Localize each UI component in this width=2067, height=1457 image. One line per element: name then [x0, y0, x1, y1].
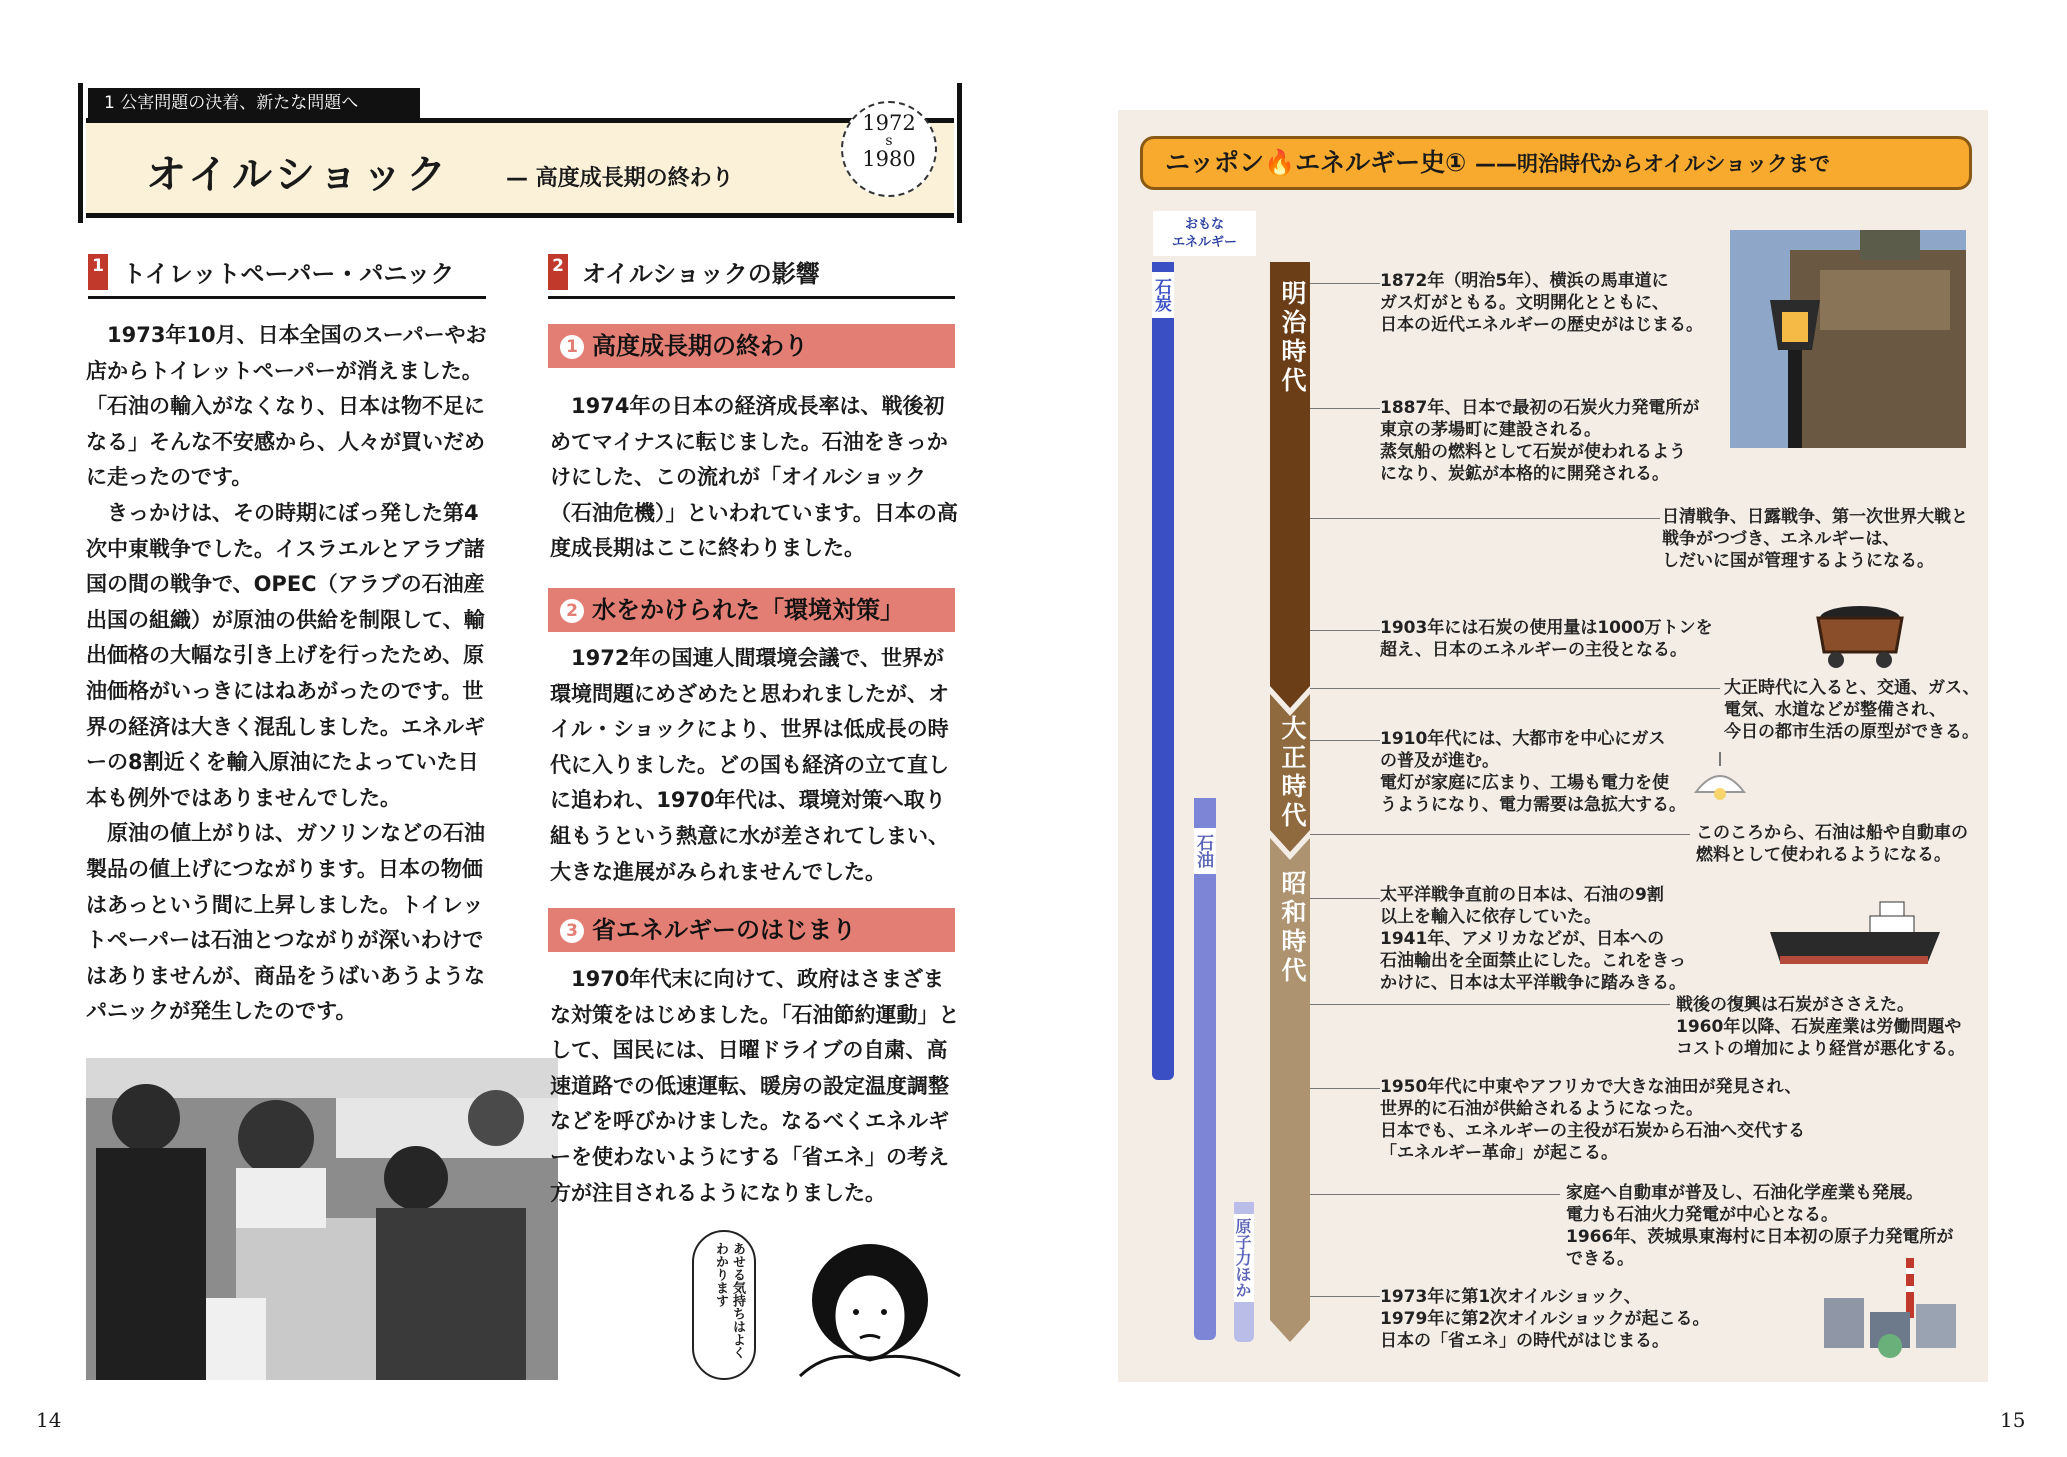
timeline-event: 1910年代には、大都市を中心にガス の普及が進む。 電灯が家庭に広まり、工場も電力を使 うようになり、電力需要は急拡大する。 [1380, 729, 1686, 815]
year-separator: s [885, 133, 893, 149]
sub-heading-text: 省エネルギーのはじまり [592, 916, 856, 944]
col1-paragraph: きっかけは、その時期にぼっ発した第4次中東戦争でした。イスラエルとアラブ諸国の間の戦争で、OPEC（アラブの石油産出国の組織）が原油の供給を制限して、輸出価格の大幅な引き上げを行ったため、原油価格がいっきにはねあがったのです。世界の経済は大きく混乱しました。エネルギーの8割近くを輸入原油にたよっていた日本も例外ではありませんでした。 [86, 500, 485, 810]
timeline-event: 大正時代に入ると、交通、ガス、 電気、水道などが整備され、 今日の都市生活の原型ができる。 [1724, 678, 1980, 742]
event-connector [1310, 688, 1720, 689]
crowd-photo [86, 1058, 558, 1380]
sub-heading-text: 水をかけられた「環境対策」 [592, 596, 904, 624]
sub-body-1: 1974年の日本の経済成長率は、戦後初めてマイナスに転じました。石油をきっかけにした、この流れが「オイルショック（石油危機）」といわれています。日本の高度成長期はここに終わりました。 [550, 394, 958, 561]
event-connector [1310, 630, 1380, 631]
oil-bar [1194, 798, 1216, 1340]
event-connector [1310, 1088, 1380, 1089]
col1-heading-number: 1 [88, 254, 108, 290]
lamp-shade-icon [1690, 752, 1750, 812]
timeline-event: 戦後の復興は石炭がささえた。 1960年以降、石炭産業は労働問題や コストの増加により経営が悪化する。 [1676, 995, 1965, 1059]
era-taisho: 大正時代 [1278, 715, 1307, 831]
col1-body [86, 318, 496, 1030]
timeline-event: 家庭へ自動車が普及し、石油化学産業も発展。 電力も石油火力発電が中心となる。 1966年、茨城県東海村に日本初の原子力発電所が できる。 [1566, 1183, 1954, 1269]
coal-cart-icon [1810, 602, 1910, 672]
sub-heading-1 [548, 324, 955, 368]
coal-bar [1152, 262, 1174, 1080]
section-tab: 1 公害問題の決着、新たな問題へ [88, 88, 420, 118]
sub-heading-text: 高度成長期の終わり [592, 332, 808, 360]
coal-label: 石炭 [1152, 272, 1174, 318]
title-box [86, 111, 954, 218]
sub-heading-2 [548, 588, 955, 632]
sub-body-3: 1970年代末に向けて、政府はさまざまな対策をはじめました。「石油節約運動」として、国民には、日曜ドライブの自粛、高速道路での低速運転、暖房の設定温度調整などを呼びかけました。なるべくエネルギーを使わないようにする「省エネ」の考え方が注目されるようになりました。 [550, 967, 960, 1205]
event-connector [1310, 408, 1380, 409]
event-connector [1310, 740, 1380, 741]
speech-bubble: あせる気持ちはよくわかります [692, 1230, 756, 1380]
history-title-main: ニッポン🔥エネルギー史① [1165, 148, 1467, 177]
col1-heading-text: トイレットペーパー・パニック [122, 260, 455, 288]
event-connector [1310, 898, 1380, 899]
page-title: オイルショック [146, 152, 451, 198]
history-title [1140, 136, 1972, 190]
timeline-event: 1872年（明治5年）、横浜の馬車道に ガス灯がともる。文明開化とともに、 日本の近代エネルギーの歴史がはじまる。 [1380, 271, 1703, 335]
gas-lamp-photo [1730, 230, 1966, 448]
factory-icon [1820, 1258, 1960, 1358]
history-title-sub: ——明治時代からオイルショックまで [1475, 152, 1831, 176]
energy-legend-line2: エネルギー [1171, 235, 1237, 250]
sub-heading-number: 3 [560, 919, 584, 943]
page-number-left: 14 [36, 1408, 62, 1432]
event-connector [1310, 1004, 1670, 1005]
event-connector [1310, 1296, 1380, 1297]
era-meiji: 明治時代 [1278, 280, 1307, 396]
era-showa: 昭和時代 [1278, 870, 1307, 986]
timeline-event: 1903年には石炭の使用量は1000万トンを 超え、日本のエネルギーの主役となる。 [1380, 618, 1713, 660]
timeline-event: 1973年に第1次オイルショック、 1979年に第2次オイルショックが起こる。 日本の「省エネ」の時代がはじまる。 [1380, 1287, 1710, 1351]
sub-heading-3 [548, 908, 955, 952]
col2-heading-text: オイルショックの影響 [582, 260, 820, 288]
sub-heading-number: 1 [560, 335, 584, 359]
timeline-event: 1887年、日本で最初の石炭火力発電所が 東京の茅場町に建設される。 蒸気船の燃料として石炭が使われるよう になり、炭鉱が本格的に開発される。 [1380, 398, 1700, 484]
event-connector [1310, 283, 1380, 284]
event-connector [1310, 1194, 1560, 1195]
tanker-ship-icon [1770, 898, 1940, 978]
col1-paragraph: 1973年10月、日本全国のスーパーやお店からトイレットペーパーが消えました。「石油の輸入がなくなり、日本は物不足になる」そんな不安感から、人々が買いだめに走ったのです。 [86, 323, 487, 490]
sub-body-2: 1972年の国連人間環境会議で、世界が環境問題にめざめたと思われましたが、オイル・ショックにより、世界は低成長の時代に入りました。どの国も経済の立て直しに追われ、1970年代は、環境対策へ取り組もうという熱意に水が差されてしまい、大きな進展がみられませんでした。 [550, 646, 949, 884]
event-connector [1310, 834, 1690, 835]
year-start: 1972 [862, 111, 916, 135]
sub-heading-number: 2 [560, 599, 584, 623]
year-badge [841, 101, 937, 197]
col2-heading-number: 2 [548, 254, 568, 290]
event-connector [1310, 518, 1660, 519]
page-subtitle: — 高度成長期の終わり [506, 166, 734, 191]
col1-paragraph: 原油の値上がりは、ガソリンなどの石油製品の値上げにつながります。日本の物価はあっという間に上昇しました。トイレットペーパーは石油とつながりが深いわけではありませんが、商品をうばいあうようなパニックが発生したのです。 [86, 821, 485, 1024]
nuclear-label: 原子力ほか [1234, 1214, 1254, 1302]
energy-legend-line1: おもな [1184, 217, 1224, 232]
timeline-event: 1950年代に中東やアフリカで大きな油田が発見され、 世界的に石油が供給されるようになった。 日本でも、エネルギーの主役が石炭から石油へ交代する 「エネルギー革命」が起こる。 [1380, 1077, 1805, 1163]
crowd-photo-illustration [86, 1058, 558, 1380]
timeline-event: 日清戦争、日露戦争、第一次世界大戦と 戦争がつづき、エネルギーは、 しだいに国が管理するようになる。 [1662, 507, 1968, 571]
col1-heading [88, 254, 486, 299]
oil-label: 石油 [1194, 828, 1216, 874]
col2-heading [548, 254, 955, 299]
page-number-right: 15 [2000, 1408, 2026, 1432]
character-illustration [790, 1238, 970, 1388]
timeline-event: このころから、石油は船や自動車の 燃料として使われるようになる。 [1696, 823, 1968, 865]
timeline-event: 太平洋戦争直前の日本は、石油の9割 以上を輸入に依存していた。 1941年、アメリカなどが、日本への 石油輸出を全面禁止にした。これをきっ かけに、日本は太平洋戦争に踏みきる。 [1380, 885, 1686, 993]
energy-legend-label [1153, 211, 1256, 256]
year-end: 1980 [862, 147, 916, 171]
